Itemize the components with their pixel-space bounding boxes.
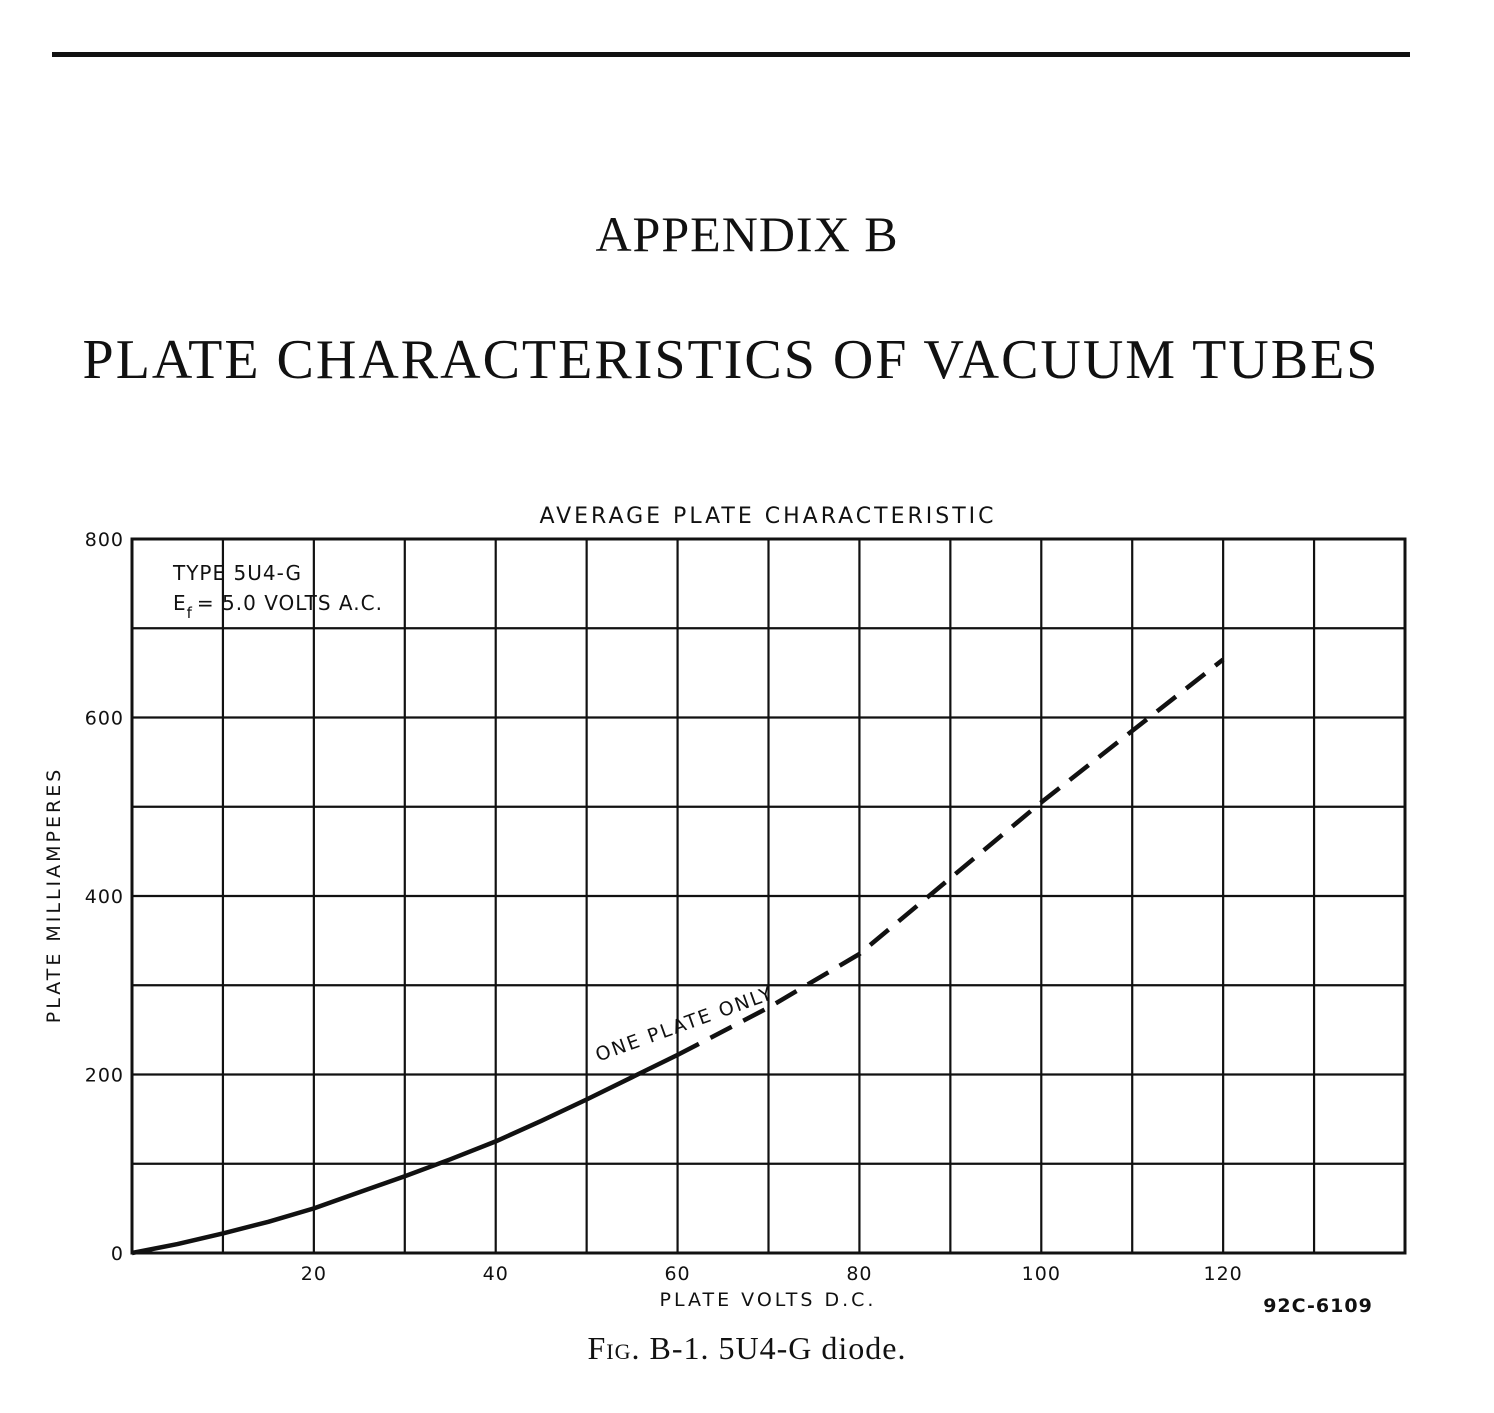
annotation-ef [173, 591, 383, 622]
caption-text: B-1. 5U4-G diode. [649, 1330, 907, 1366]
curve-label: ONE PLATE ONLY [592, 982, 777, 1067]
x-tick-label-60: 60 [664, 1263, 691, 1285]
caption-prefix: Fig. [587, 1330, 641, 1366]
chart-grid [132, 539, 1405, 1253]
x-tick-label-120: 120 [1203, 1263, 1243, 1285]
y-tick-label-200: 200 [84, 1064, 124, 1087]
annotation-ef-subscript: f [186, 604, 193, 622]
annotation-ef-symbol: E [173, 591, 187, 615]
y-tick-label-0: 0 [110, 1243, 124, 1265]
x-axis-label: PLATE VOLTS D.C. [659, 1289, 877, 1311]
annotation-type: TYPE 5U4-G [173, 561, 303, 585]
x-tick-label-20: 20 [300, 1263, 327, 1285]
page-title: PLATE CHARACTERISTICS OF VACUUM TUBES [82, 329, 1380, 391]
y-tick-label-600: 600 [84, 707, 124, 730]
y-tick-label-800: 800 [84, 529, 124, 551]
x-tick-label-80: 80 [846, 1263, 873, 1285]
x-tick-label-100: 100 [1021, 1263, 1061, 1285]
tick-labels [85, 529, 1243, 1285]
appendix-heading: APPENDIX B [595, 206, 899, 262]
figure-caption [0, 1330, 1494, 1367]
y-axis-label: PLATE MILLIAMPERES [43, 766, 65, 1024]
figure-code: 92C-6109 [1263, 1295, 1373, 1317]
annotation-ef-value: = 5.0 VOLTS A.C. [196, 591, 383, 615]
y-tick-label-400: 400 [84, 886, 124, 908]
chart-title: AVERAGE PLATE CHARACTERISTIC [539, 504, 997, 529]
x-tick-label-40: 40 [482, 1263, 509, 1285]
